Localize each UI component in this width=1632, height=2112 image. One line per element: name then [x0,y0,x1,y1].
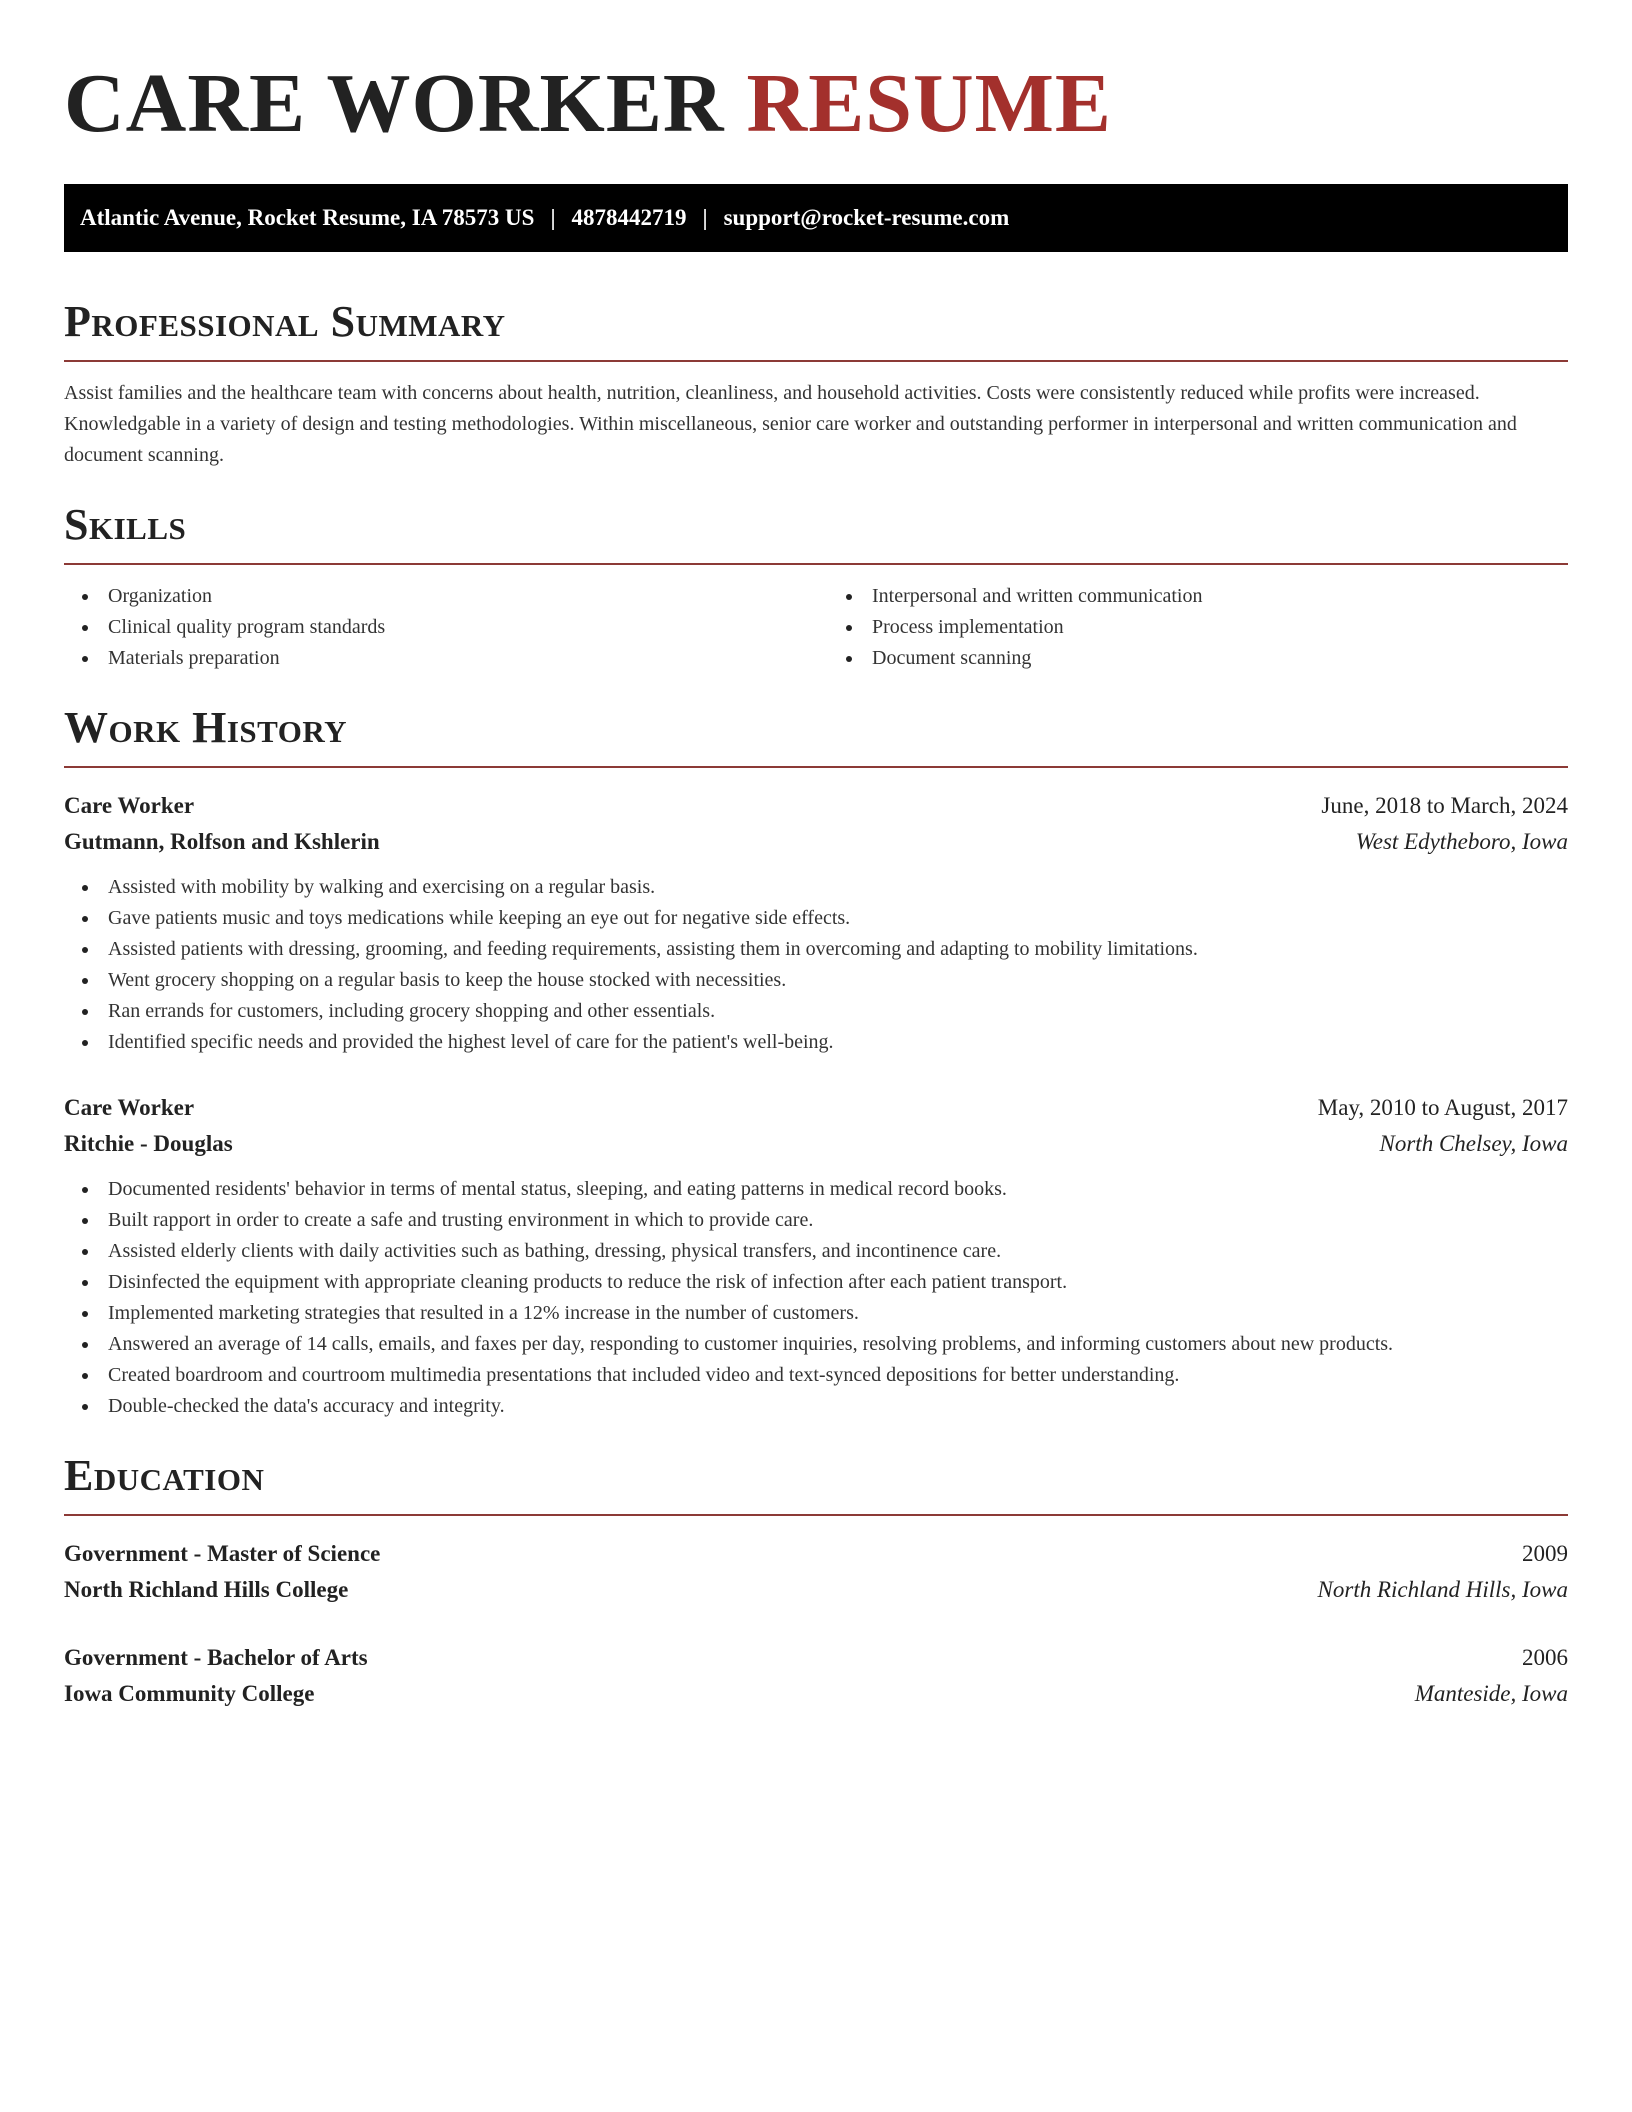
section-divider [64,360,1568,362]
section-heading: Work History [64,703,348,752]
education-entry [64,1640,1568,1712]
job-dates: May, 2010 to August, 2017 [1317,1095,1568,1120]
job-duties-list [64,1174,1568,1422]
education-section [64,1450,1568,1712]
contact-separator: | [702,205,708,230]
job-dates: June, 2018 to March, 2024 [1321,793,1568,818]
contact-bar [64,184,1568,252]
title-main: CARE WORKER [64,57,725,150]
contact-email: support@rocket-resume.com [723,205,1010,230]
resume-title [64,56,1568,152]
work-history-section [64,702,1568,1422]
education-school-row [64,1676,1568,1712]
job-duty: Identified specific needs and provided the highest level of care for the patient's well-being. [64,1027,1568,1058]
education-degree: Government - Master of Science [64,1541,381,1566]
job-duty: Assisted elderly clients with daily activities such as bathing, dressing, physical transfers, and incontinence care. [64,1236,1568,1267]
section-heading: Education [64,1451,265,1500]
skills-list-left [64,581,804,674]
job-title: Care Worker [64,1095,195,1120]
summary-text: Assist families and the healthcare team with concerns about health, nutrition, cleanliness, and household activities. Costs were consistently reduced while profits were increased. Knowledgable in a variety of design and testing methodologies. Within miscellaneous, senior care worker and outstanding performer in interpersonal and written communication and document scanning. [64,382,1517,466]
education-school: North Richland Hills College [64,1577,349,1602]
education-school: Iowa Community College [64,1681,315,1706]
contact-phone: 4878442719 [571,205,687,230]
education-year: 2009 [1522,1541,1568,1566]
job-header-row [64,1090,1568,1126]
job-location: North Chelsey, Iowa [1379,1131,1568,1156]
job-duty: Built rapport in order to create a safe and trusting environment in which to provide care. [64,1205,1568,1236]
section-divider [64,766,1568,768]
skill-item: Process implementation [828,612,1568,643]
job-duty: Assisted with mobility by walking and exercising on a regular basis. [64,872,1568,903]
job-duty: Assisted patients with dressing, grooming, and feeding requirements, assisting them in overcoming and adapting to mobility limitations. [64,934,1568,965]
job-duties-list [64,872,1568,1058]
skill-item: Interpersonal and written communication [828,581,1568,612]
title-accent: RESUME [746,57,1112,150]
job-duty: Went grocery shopping on a regular basis to keep the house stocked with necessities. [64,965,1568,996]
job-location: West Edytheboro, Iowa [1355,829,1568,854]
skills-list-right [828,581,1568,674]
job-company-row [64,824,1568,860]
job-duty: Disinfected the equipment with appropriate cleaning products to reduce the risk of infection after each patient transport. [64,1267,1568,1298]
education-degree-row [64,1536,1568,1572]
job-duty: Ran errands for customers, including grocery shopping and other essentials. [64,996,1568,1027]
section-heading: Skills [64,500,187,549]
section-divider [64,563,1568,565]
skill-item: Document scanning [828,643,1568,674]
job-company: Gutmann, Rolfson and Kshlerin [64,829,380,854]
job-company-row [64,1126,1568,1162]
skill-item: Clinical quality program standards [64,612,804,643]
job-header-row [64,788,1568,824]
job-duty: Documented residents' behavior in terms of mental status, sleeping, and eating patterns in medical record books. [64,1174,1568,1205]
job-duty: Implemented marketing strategies that resulted in a 12% increase in the number of customers. [64,1298,1568,1329]
skills-grid [64,581,1568,674]
education-location: Manteside, Iowa [1414,1681,1568,1706]
job-duty: Created boardroom and courtroom multimedia presentations that included video and text-synced depositions for better understanding. [64,1360,1568,1391]
contact-separator: | [550,205,556,230]
section-heading: Professional Summary [64,297,506,346]
section-divider [64,1514,1568,1516]
skill-item: Organization [64,581,804,612]
professional-summary-section [64,296,1568,471]
job-duty: Double-checked the data's accuracy and integrity. [64,1391,1568,1422]
job-company: Ritchie - Douglas [64,1131,233,1156]
job-duty: Gave patients music and toys medications while keeping an eye out for negative side effects. [64,903,1568,934]
job-duty: Answered an average of 14 calls, emails, and faxes per day, responding to customer inquiries, resolving problems, and informing customers about new products. [64,1329,1568,1360]
education-location: North Richland Hills, Iowa [1317,1577,1568,1602]
job-title: Care Worker [64,793,195,818]
education-entry [64,1536,1568,1608]
job-entry [64,788,1568,1058]
education-year: 2006 [1522,1645,1568,1670]
contact-address: Atlantic Avenue, Rocket Resume, IA 78573 US [80,205,535,230]
job-entry [64,1090,1568,1422]
education-degree: Government - Bachelor of Arts [64,1645,368,1670]
education-school-row [64,1572,1568,1608]
education-degree-row [64,1640,1568,1676]
skills-section [64,499,1568,674]
skill-item: Materials preparation [64,643,804,674]
